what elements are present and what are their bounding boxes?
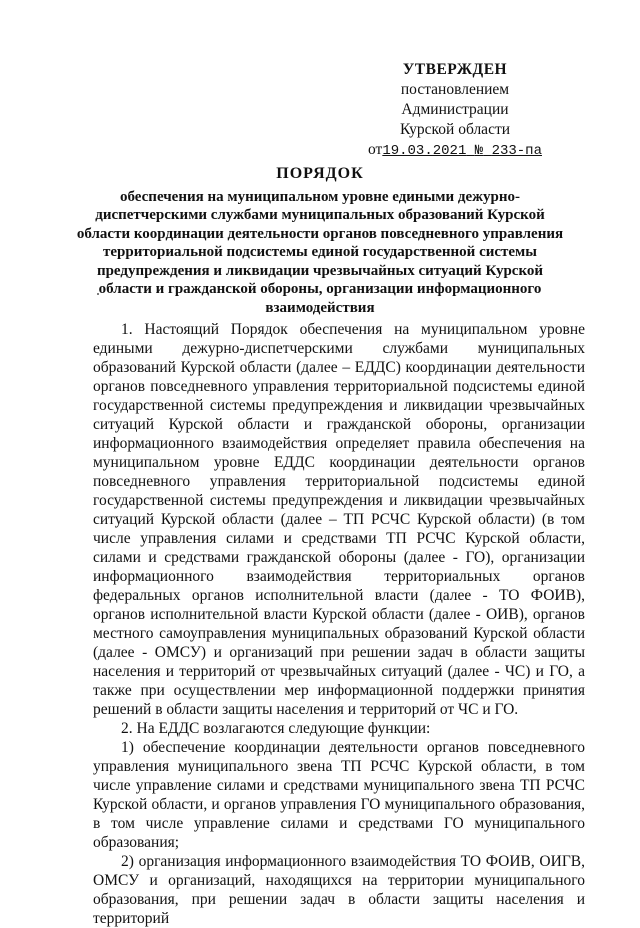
document-body [93, 320, 585, 928]
heading-subtitle: обеспечения на муниципальном уровне едиными дежурно-диспетчерскими службами муниципальных образований Курской области координации деятельности органов повседневного управления территориальной подсистемы единой государственной системы предупреждения и ликвидации чрезвычайных ситуаций Курской области и гражданской обороны, организации информационного взаимодействия [76, 188, 564, 316]
date-prefix: от [368, 141, 383, 158]
approval-title: УТВЕРЖДЕН [402, 61, 508, 78]
approval-line-1: постановлением Администрации [400, 81, 510, 118]
paragraph-4: 2) организация информационного взаимодействия ТО ФОИВ, ОИГВ, ОМСУ и организаций, находящихся на территории муниципального образования, при решении задач в области защиты населения и территорий [93, 853, 585, 927]
number-prefix: № [474, 143, 484, 159]
heading-title: ПОРЯДОК [276, 165, 364, 182]
approval-date-line [355, 140, 555, 161]
paragraph-1: 1. Настоящий Порядок обеспечения на муниципальном уровне едиными дежурно-диспетчерскими службами муниципальных образований Курской области (далее – ЕДДС) координации деятельности органов повседневного управления территориальной подсистемы единой государственной системы предупреждения и ликвидации чрезвычайных ситуаций Курской области и гражданской обороны, организации информационного взаимодействия определяет правила обеспечения на муниципальном уровне ЕДДС координации деятельности органов повседневного управления территориальной подсистемы единой государственной системы предупреждения и ликвидации чрезвычайных ситуаций Курской области (далее – ТП РСЧС Курской области) (в том числе управления силами и средствами ТП РСЧС Курской области, силами и средствами гражданской обороны (далее - ГО), организации информационного взаимодействия территориальных органов федеральных органов исполнительной власти (далее - ТО ФОИВ), органов исполнительной власти Курской области (далее - ОИВ), органов местного самоуправления муниципальных образований Курской области (далее - ОМСУ) и организаций при решении задач в области защиты населения и территорий от чрезвычайных ситуаций (далее - ЧС) и ГО, а также при осуществлении мер информационной поддержки принятия решений в области защиты населения и территорий от ЧС и ГО. [93, 321, 585, 718]
scan-speck [97, 293, 99, 295]
approval-line-2: Курской области [399, 121, 511, 138]
document-heading [70, 165, 570, 317]
approval-number: 233-па [491, 143, 542, 159]
approval-stamp [355, 60, 555, 161]
paragraph-3: 1) обеспечение координации деятельности органов повседневного управления муниципального звена ТП РСЧС Курской области, в том числе управление силами и средствами муниципального звена ТП РСЧС Курской области, и органов управления ГО муниципального образования, в том числе управление силами и средствами ГО муниципального образования; [93, 739, 585, 851]
paragraph-2: 2. На ЕДДС возлагаются следующие функции: [121, 720, 431, 737]
approval-date: 19.03.2021 [382, 143, 467, 159]
